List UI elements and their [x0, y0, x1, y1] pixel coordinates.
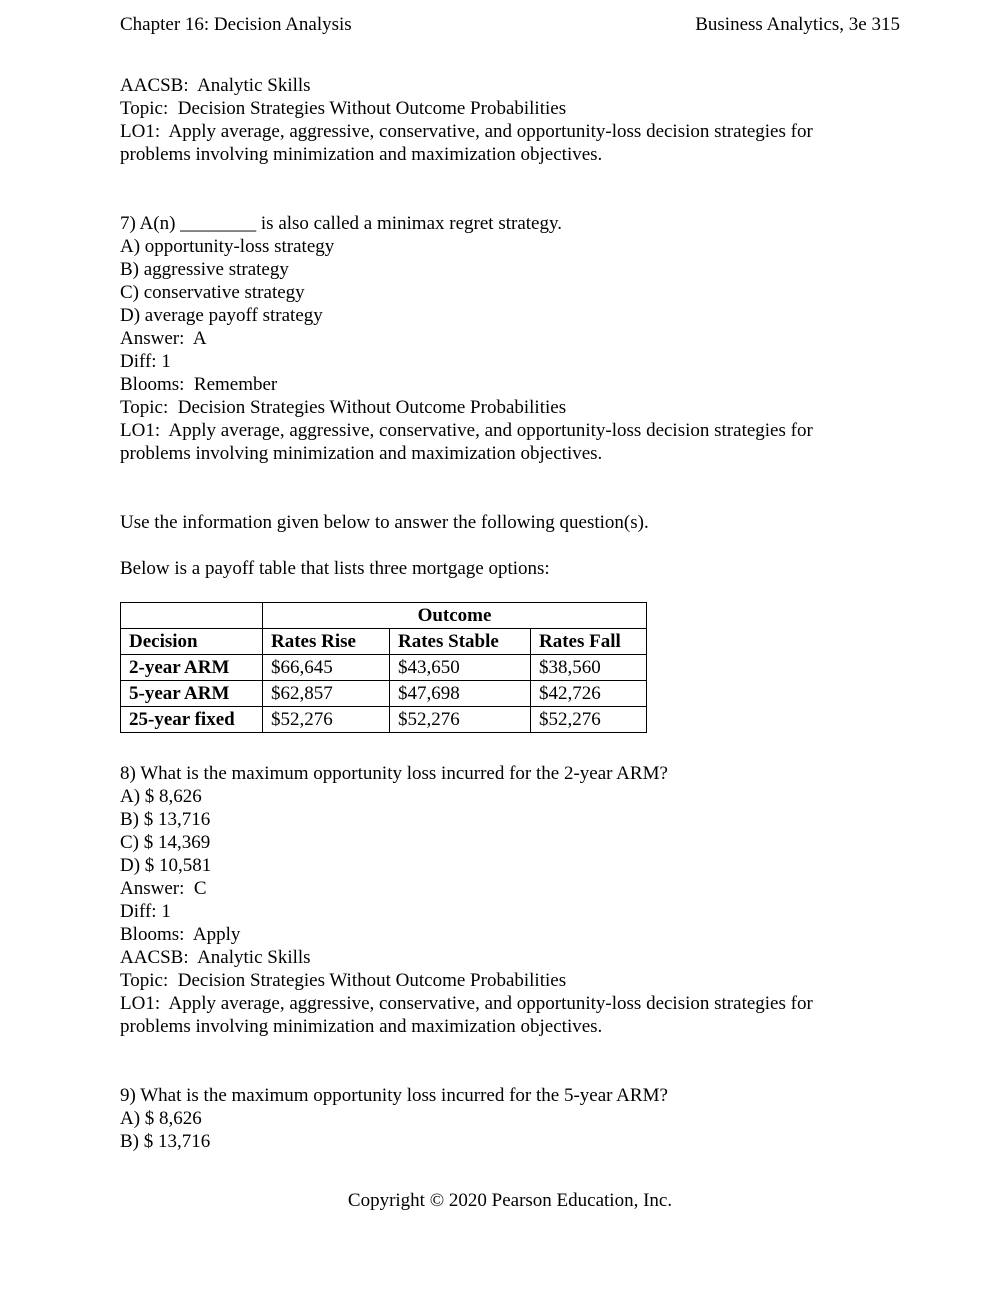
table-row: [121, 681, 647, 707]
answer-line: Answer: A: [120, 328, 207, 349]
previous-question-metadata: [120, 74, 880, 166]
table-cell: $42,726: [531, 681, 647, 707]
table-header-row-outcome: [121, 603, 647, 629]
option-b: B) aggressive strategy: [120, 259, 289, 280]
difficulty-line: Diff: 1: [120, 901, 171, 922]
table-cell: $52,276: [263, 707, 390, 733]
table-header-row: [121, 629, 647, 655]
question-text: 9) What is the maximum opportunity loss incurred for the 5-year ARM?: [120, 1085, 668, 1106]
column-header-decision: Decision: [121, 629, 263, 655]
answer-line: Answer: C: [120, 878, 207, 899]
blooms-line: Blooms: Apply: [120, 924, 241, 945]
empty-header-cell: [121, 603, 263, 629]
question-9: [120, 1084, 880, 1153]
option-c: C) $ 14,369: [120, 832, 211, 853]
option-a: A) opportunity-loss strategy: [120, 236, 335, 257]
option-b: B) $ 13,716: [120, 1131, 211, 1152]
topic-line: Topic: Decision Strategies Without Outcome Probabilities: [120, 98, 567, 119]
option-c: C) conservative strategy: [120, 282, 305, 303]
option-b: B) $ 13,716: [120, 809, 211, 830]
column-header-rates-stable: Rates Stable: [390, 629, 531, 655]
question-8: [120, 762, 880, 1038]
lo1-line-continued: problems involving minimization and maximization objectives.: [120, 1016, 603, 1037]
table-cell: $43,650: [390, 655, 531, 681]
decision-cell: 5-year ARM: [121, 681, 263, 707]
decision-cell: 2-year ARM: [121, 655, 263, 681]
table-cell: $52,276: [531, 707, 647, 733]
page-header: [120, 13, 900, 36]
table-row: [121, 655, 647, 681]
decision-cell: 25-year fixed: [121, 707, 263, 733]
blooms-line: Blooms: Remember: [120, 374, 278, 395]
book-title-page-number: Business Analytics, 3e 315: [695, 14, 900, 35]
info-intro: Use the information given below to answer the following question(s).: [120, 512, 649, 533]
lo1-line: LO1: Apply average, aggressive, conservative, and opportunity-loss decision strategies for: [120, 121, 813, 142]
lo1-line-continued: problems involving minimization and maximization objectives.: [120, 443, 603, 464]
outcome-header: Outcome: [263, 603, 647, 629]
table-row: [121, 707, 647, 733]
table-cell: $62,857: [263, 681, 390, 707]
chapter-title: Chapter 16: Decision Analysis: [120, 14, 352, 35]
payoff-table: [120, 602, 647, 733]
question-text: 7) A(n) ________ is also called a minimax regret strategy.: [120, 213, 562, 234]
question-text: 8) What is the maximum opportunity loss incurred for the 2-year ARM?: [120, 763, 668, 784]
aacsb-line: AACSB: Analytic Skills: [120, 75, 311, 96]
column-header-rates-rise: Rates Rise: [263, 629, 390, 655]
option-a: A) $ 8,626: [120, 786, 202, 807]
lo1-line-continued: problems involving minimization and maximization objectives.: [120, 144, 603, 165]
question-7: [120, 212, 880, 465]
option-d: D) $ 10,581: [120, 855, 212, 876]
option-d: D) average payoff strategy: [120, 305, 323, 326]
table-intro: Below is a payoff table that lists three mortgage options:: [120, 558, 550, 579]
table-cell: $66,645: [263, 655, 390, 681]
difficulty-line: Diff: 1: [120, 351, 171, 372]
table-cell: $52,276: [390, 707, 531, 733]
option-a: A) $ 8,626: [120, 1108, 202, 1129]
topic-line: Topic: Decision Strategies Without Outcome Probabilities: [120, 970, 567, 991]
lo1-line: LO1: Apply average, aggressive, conservative, and opportunity-loss decision strategies for: [120, 993, 813, 1014]
copyright-footer: Copyright © 2020 Pearson Education, Inc.: [347, 1190, 673, 1211]
topic-line: Topic: Decision Strategies Without Outcome Probabilities: [120, 397, 567, 418]
table-cell: $38,560: [531, 655, 647, 681]
aacsb-line: AACSB: Analytic Skills: [120, 947, 311, 968]
column-header-rates-fall: Rates Fall: [531, 629, 647, 655]
lo1-line: LO1: Apply average, aggressive, conservative, and opportunity-loss decision strategies for: [120, 420, 813, 441]
table-cell: $47,698: [390, 681, 531, 707]
